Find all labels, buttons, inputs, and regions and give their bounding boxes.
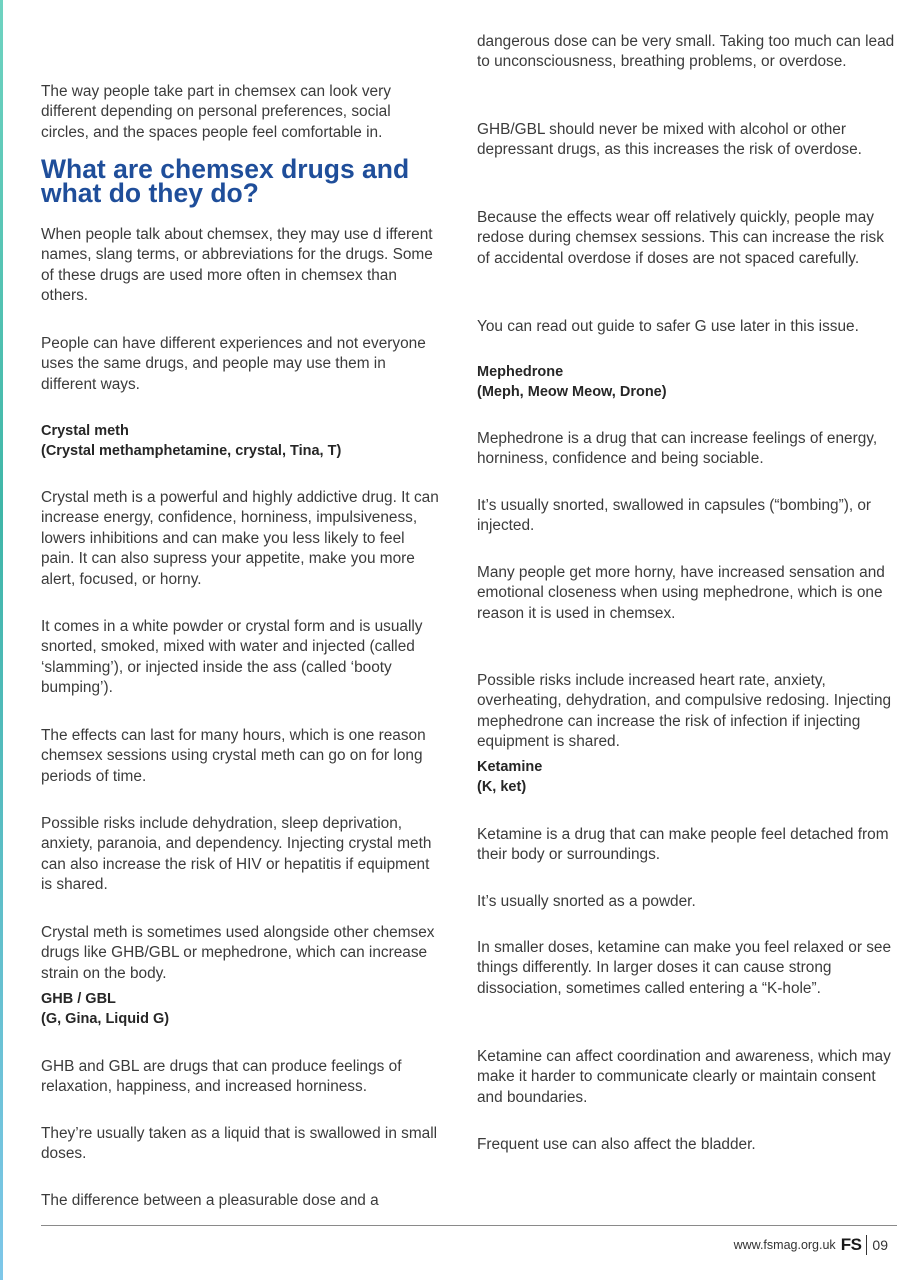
paragraph: When people talk about chemsex, they may use d ifferent names, slang terms, or abbreviations for the drugs. Some of these drugs are used more often in chemsex than others.	[41, 226, 433, 305]
paragraph: Ketamine is a drug that can make people feel detached from their body or surroundings.	[477, 826, 889, 864]
paragraph: Many people get more horny, have increased sensation and emotional closeness when using mephedrone, which is one reason it is used in chemsex.	[477, 564, 885, 622]
paragraph: Crystal meth is a powerful and highly addictive drug. It can increase energy, confidence, horniness, impulsiveness, lowers inhibitions and can make you less likely to feel pain. It can also supress your appetite, make you more alert, focused, or horny.	[41, 489, 439, 588]
paragraph: Because the effects wear off relatively quickly, people may redose during chemsex sessions. This can increase the risk of accidental overdose if doses are not spaced carefully.	[477, 209, 884, 267]
drug-aliases-mephedrone: (Meph, Meow Meow, Drone)	[477, 384, 667, 400]
paragraph: dangerous dose can be very small. Taking too much can lead to unconsciousness, breathing problems, or overdose.	[477, 33, 895, 71]
paragraph: It’s usually snorted as a powder.	[477, 893, 696, 910]
paragraph: In smaller doses, ketamine can make you feel relaxed or see things differently. In larger doses it can cause strong dissociation, sometimes called entering a “K-hole”.	[477, 939, 892, 997]
paragraph: Mephedrone is a drug that can increase feelings of energy, horniness, confidence and being sociable.	[477, 430, 878, 468]
paragraph: They’re usually taken as a liquid that is swallowed in small doses.	[41, 1125, 438, 1163]
intro-paragraph: The way people take part in chemsex can look very different depending on personal preferences, social circles, and the spaces people feel comfortable in.	[41, 83, 391, 141]
paragraph: People can have different experiences and not everyone uses the same drugs, and people may use them in different ways.	[41, 335, 426, 393]
paragraph: It’s usually snorted, swallowed in capsules (“bombing”), or injected.	[477, 497, 872, 535]
footer-divider	[41, 1225, 897, 1226]
drug-title-ghb: GHB / GBL	[41, 991, 116, 1007]
page-number: 09	[872, 1237, 888, 1253]
footer-separator	[866, 1235, 867, 1255]
drug-title-mephedrone: Mephedrone	[477, 364, 564, 380]
paragraph: Crystal meth is sometimes used alongside other chemsex drugs like GHB/GBL or mephedrone, which can increase strain on the body.	[41, 924, 435, 982]
paragraph: The difference between a pleasurable dose and a	[41, 1192, 379, 1209]
fs-logo: FS	[840, 1235, 862, 1254]
paragraph: It comes in a white powder or crystal form and is usually snorted, smoked, mixed with water and injected (called ‘slamming’), or injected inside the ass (called ‘booty bumping’).	[41, 618, 423, 697]
paragraph: You can read out guide to safer G use later in this issue.	[477, 318, 859, 335]
drug-aliases-crystal-meth: (Crystal methamphetamine, crystal, Tina, T)	[41, 443, 342, 459]
paragraph: The effects can last for many hours, which is one reason chemsex sessions using crystal meth can go on for long periods of time.	[41, 727, 426, 785]
paragraph: GHB/GBL should never be mixed with alcohol or other depressant drugs, as this increases the risk of overdose.	[477, 121, 862, 159]
drug-aliases-ketamine: (K, ket)	[477, 779, 527, 795]
footer-url[interactable]: www.fsmag.org.uk	[733, 1238, 836, 1252]
drug-title-crystal-meth: Crystal meth	[41, 423, 129, 439]
paragraph: GHB and GBL are drugs that can produce feelings of relaxation, happiness, and increased horniness.	[41, 1058, 402, 1096]
page-footer	[734, 1234, 888, 1256]
page-edge-stripe	[0, 0, 3, 1280]
drug-title-ketamine: Ketamine	[477, 759, 543, 775]
paragraph: Frequent use can also affect the bladder.	[477, 1136, 756, 1153]
paragraph: Possible risks include increased heart rate, anxiety, overheating, dehydration, and compulsive redosing. Injecting mephedrone can increase the risk of infection if injecting equipment is shared.	[477, 672, 892, 751]
section-heading: What are chemsex drugs and what do they do?	[41, 154, 410, 208]
paragraph: Ketamine can affect coordination and awareness, which may make it harder to communicate clearly or maintain consent and boundaries.	[477, 1048, 891, 1106]
paragraph: Possible risks include dehydration, sleep deprivation, anxiety, paranoia, and dependency. Injecting crystal meth can also increase the risk of HIV or hepatitis if equipment is shared.	[41, 815, 432, 894]
drug-aliases-ghb: (G, Gina, Liquid G)	[41, 1011, 170, 1027]
